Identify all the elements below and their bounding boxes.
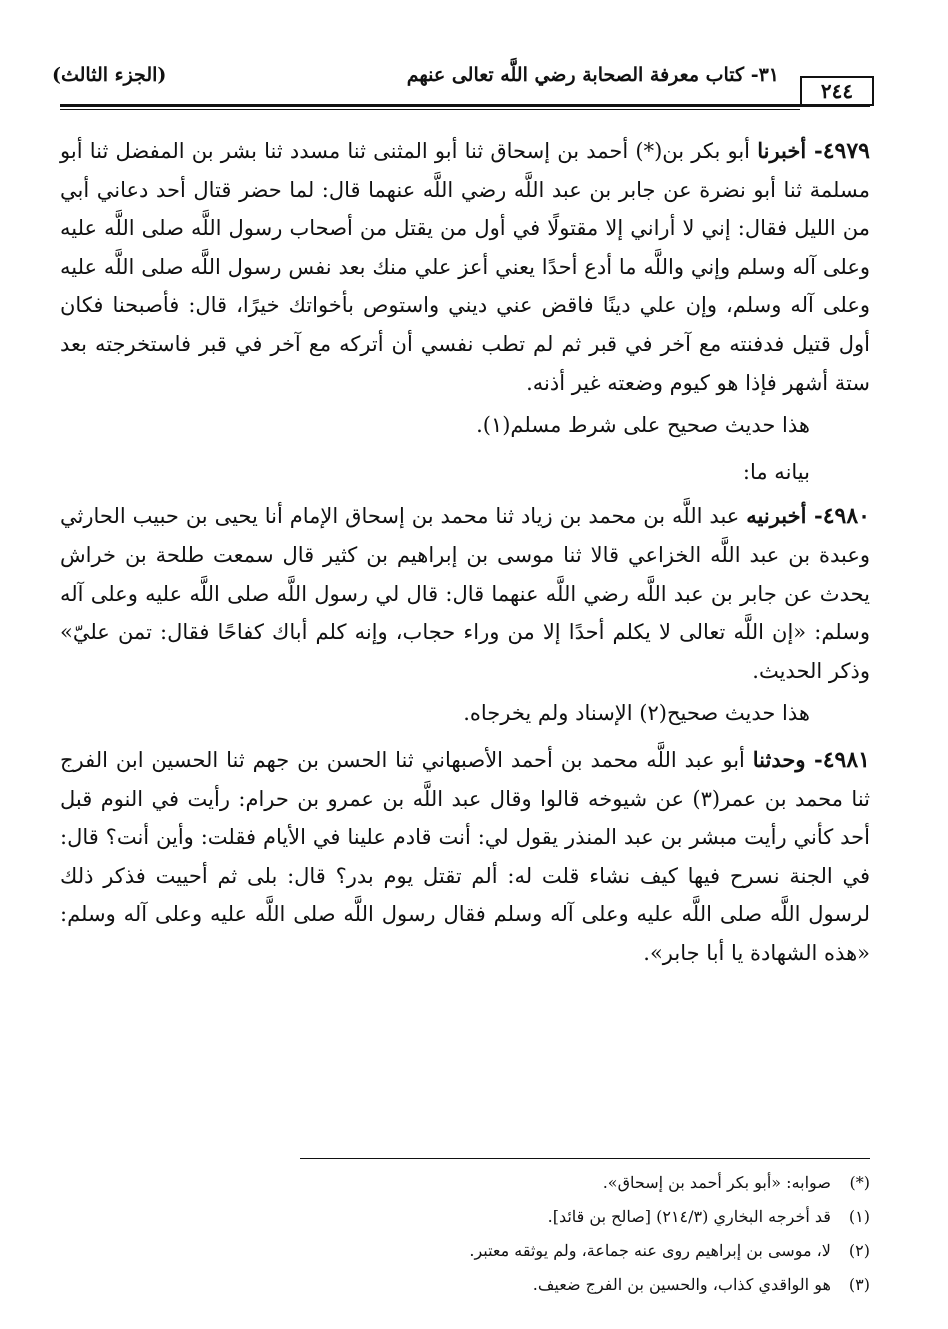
footnote-text: صوابه: «أبو بكر أحمد بن إسحاق». <box>602 1173 831 1192</box>
hadith-verdict: هذا حديث صحيح على شرط مسلم(١). <box>476 413 810 438</box>
footnote-marker: (١) <box>848 1207 870 1226</box>
hadith-text: عبد اللَّه بن محمد بن زياد ثنا محمد بن إسحاق الإمام أنا يحيى بن حبيب الحارثي وعبدة بن عبد اللَّه الخزاعي قالا ثنا موسى بن إبراهيم بن كثير قال سمعت طلحة بن خراش يحدث عن جابر بن عبد اللَّه رضي اللَّه عنهما قال: قال لي رسول اللَّه صلى اللَّه عليه وعلى آله وسلم: «إن اللَّه تعالى لا يكلم أحدًا إلا من وراء حجاب، وإنه كلم أباك كفاحًا فقال: تمن عليّ» وذكر الحديث. <box>60 504 870 683</box>
hadith-text: أبو عبد اللَّه محمد بن أحمد الأصبهاني ثنا الحسن بن جهم ثنا الحسين ابن الفرج ثنا محمد بن عمر(٣) عن شيوخه قالوا وقال عبد اللَّه بن عمرو بن حرام: رأيت في النوم قبل أحد كأني رأيت مبشر بن عبد المنذر يقول لي: أنت قادم علينا في الأيام فقلت: وأين أنت؟ قال: في الجنة نسرح فيها كيف نشاء قلت له: ألم تقتل يوم بدر؟ قال: بلى ثم أحييت فذكر ذلك لرسول اللَّه صلى اللَّه عليه وعلى آله وسلم فقال رسول اللَّه صلى اللَّه عليه وعلى آله وسلم: «هذه الشهادة يا أبا جابر». <box>60 747 870 965</box>
footnote-marker: (*) <box>849 1173 870 1192</box>
hadith-text: أبو بكر بن(*) أحمد بن إسحاق ثنا أبو المثنى ثنا مسدد ثنا بشر بن المفضل ثنا أبو مسلمة ثنا أبو نضرة عن جابر بن عبد اللَّه رضي اللَّه عنهما قال: لما حضر قتال أحد دعاني أبي من الليل فقال: إني لا أراني إلا مقتولًا في أول من يقتل من أصحاب رسول اللَّه صلى اللَّه عليه وعلى آله وسلم وإني واللَّه ما أدع أحدًا يعني أعز علي منك بعد نفس رسول اللَّه صلى اللَّه عليه وعلى آله وسلم، وإن علي دينًا فاقض عني ديني واستوص بأخواتك خيرًا، قال: فأصبحنا فكان أول قتيل فدفنته مع آخر في قبر ثم لم تطب نفسي أن أتركه مع آخر في قبر فاستخرجته بعد ستة أشهر فإذا هو كيوم وضعته غير أذنه. <box>60 139 870 395</box>
footnote-marker: (٢) <box>848 1241 870 1260</box>
hadith-extra: بيانه ما: <box>742 459 810 484</box>
footnote-item <box>200 1166 870 1200</box>
header-rule-thin <box>60 109 800 110</box>
hadith-number: ٤٩٨١ <box>822 746 870 773</box>
main-text <box>60 132 870 972</box>
footnote-text: هو الواقدي كذاب، والحسين بن الفرج ضعيف. <box>532 1275 831 1294</box>
page-header <box>52 58 874 102</box>
page-number: ٢٤٤ <box>800 76 874 106</box>
volume-label: (الجزء الثالث) <box>52 64 167 86</box>
running-title: ٣١- كتاب معرفة الصحابة رضي اللَّه تعالى عنهم <box>406 64 779 86</box>
footnote-item <box>200 1200 870 1234</box>
footnote-item <box>200 1268 870 1302</box>
hadith-4979 <box>60 132 870 402</box>
hadith-lead: - وحدثنا <box>752 746 823 772</box>
hadith-number: ٤٩٧٩ <box>822 138 870 164</box>
hadith-4980 <box>60 497 870 690</box>
footnotes <box>200 1166 870 1302</box>
hadith-number: ٤٩٨٠ <box>822 503 870 530</box>
footnote-text: قد أخرجه البخاري (٢١٤/٣) [صالح بن قائد]. <box>547 1207 831 1226</box>
header-rule <box>60 104 870 107</box>
hadith-lead: - أخبرنيه <box>746 503 823 529</box>
footnote-rule <box>300 1158 870 1159</box>
footnote-marker: (٣) <box>848 1275 870 1294</box>
hadith-verdict: هذا حديث صحيح(٢) الإسناد ولم يخرجاه. <box>463 701 810 726</box>
footnote-item <box>200 1234 870 1268</box>
hadith-4981 <box>60 741 870 973</box>
footnote-text: لا، موسى بن إبراهيم روى عنه جماعة، ولم يوثقه معتبر. <box>469 1241 831 1260</box>
hadith-lead: - أخبرنا <box>757 138 823 163</box>
